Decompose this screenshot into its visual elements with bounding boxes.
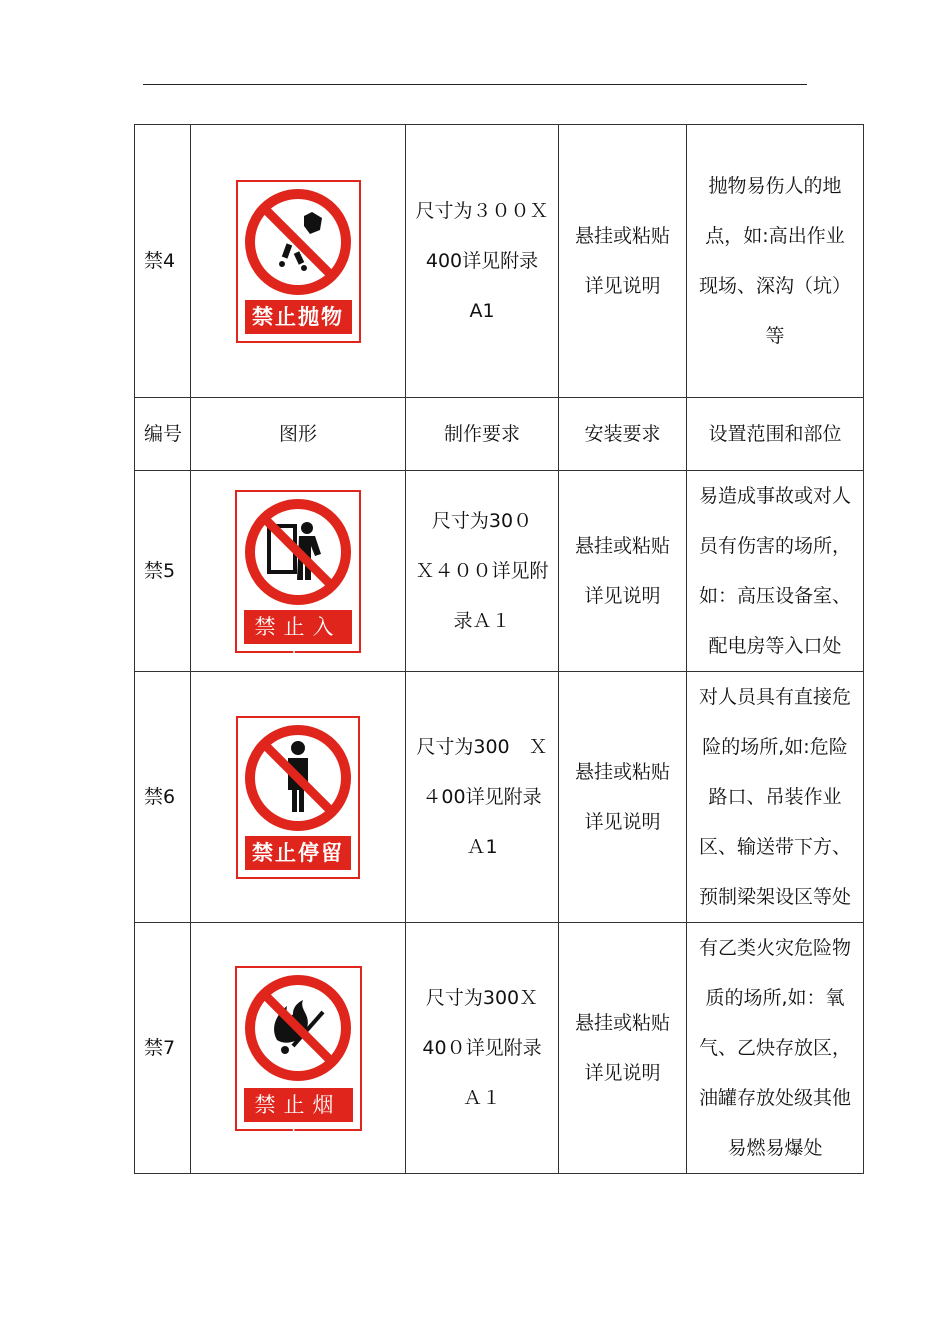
column-header-id: 编号	[135, 398, 191, 471]
sign-id: 禁4	[135, 125, 191, 398]
sign-label: 禁止抛物	[245, 300, 352, 334]
no-throwing-sign	[236, 180, 361, 343]
table-row	[135, 672, 864, 923]
setting-range: 抛物易伤人的地 点，如:高出作业 现场、深沟（坑） 等	[687, 125, 864, 398]
setting-range: 对人员具有直接危 险的场所,如:危险 路口、吊装作业 区、输送带下方、 预制梁架设区等处	[687, 672, 864, 923]
header-rule	[143, 84, 807, 85]
no-fire-icon	[237, 968, 360, 1088]
table-row	[135, 471, 864, 672]
sign-figure-cell	[191, 471, 406, 672]
column-header-figure: 图形	[191, 398, 406, 471]
no-standing-sign	[236, 716, 360, 879]
installation-requirement: 悬挂或粘贴 详见说明	[559, 923, 687, 1174]
sign-figure-cell	[191, 672, 406, 923]
safety-sign-table	[134, 124, 864, 1174]
production-requirement: 尺寸为300Ｘ 40０详见附录 Ａ１	[406, 923, 559, 1174]
sign-figure-cell	[191, 125, 406, 398]
column-header-range: 设置范围和部位	[687, 398, 864, 471]
sign-label: 禁止停留	[245, 836, 351, 870]
no-entry-icon	[237, 492, 359, 610]
column-header-production: 制作要求	[406, 398, 559, 471]
installation-requirement: 悬挂或粘贴 详见说明	[559, 471, 687, 672]
sign-id: 禁7	[135, 923, 191, 1174]
no-fire-sign	[235, 966, 362, 1151]
production-requirement: 尺寸为300 Ｘ ４00详见附录 Ａ1	[406, 672, 559, 923]
setting-range: 易造成事故或对人 员有伤害的场所， 如：高压设备室、 配电房等入口处	[687, 471, 864, 672]
sign-id: 禁6	[135, 672, 191, 923]
sign-label: 禁止烟火	[244, 1088, 353, 1122]
no-throwing-icon	[238, 182, 359, 300]
table-row	[135, 923, 864, 1174]
no-entry-sign	[235, 490, 361, 673]
installation-requirement: 悬挂或粘贴 详见说明	[559, 672, 687, 923]
column-header-installation: 安装要求	[559, 398, 687, 471]
sign-figure-cell	[191, 923, 406, 1174]
setting-range: 有乙类火灾危险物 质的场所,如：氧 气、乙炔存放区， 油罐存放处级其他 易燃易爆处	[687, 923, 864, 1174]
table-row	[135, 125, 864, 398]
production-requirement: 尺寸为３００Ｘ 400详见附录 A1	[406, 125, 559, 398]
production-requirement: 尺寸为30０ Ｘ４００详见附 录Ａ１	[406, 471, 559, 672]
table-header-row	[135, 398, 864, 471]
installation-requirement: 悬挂或粘贴 详见说明	[559, 125, 687, 398]
sign-id: 禁5	[135, 471, 191, 672]
sign-label: 禁止入内	[244, 610, 352, 644]
no-standing-icon	[238, 718, 358, 836]
